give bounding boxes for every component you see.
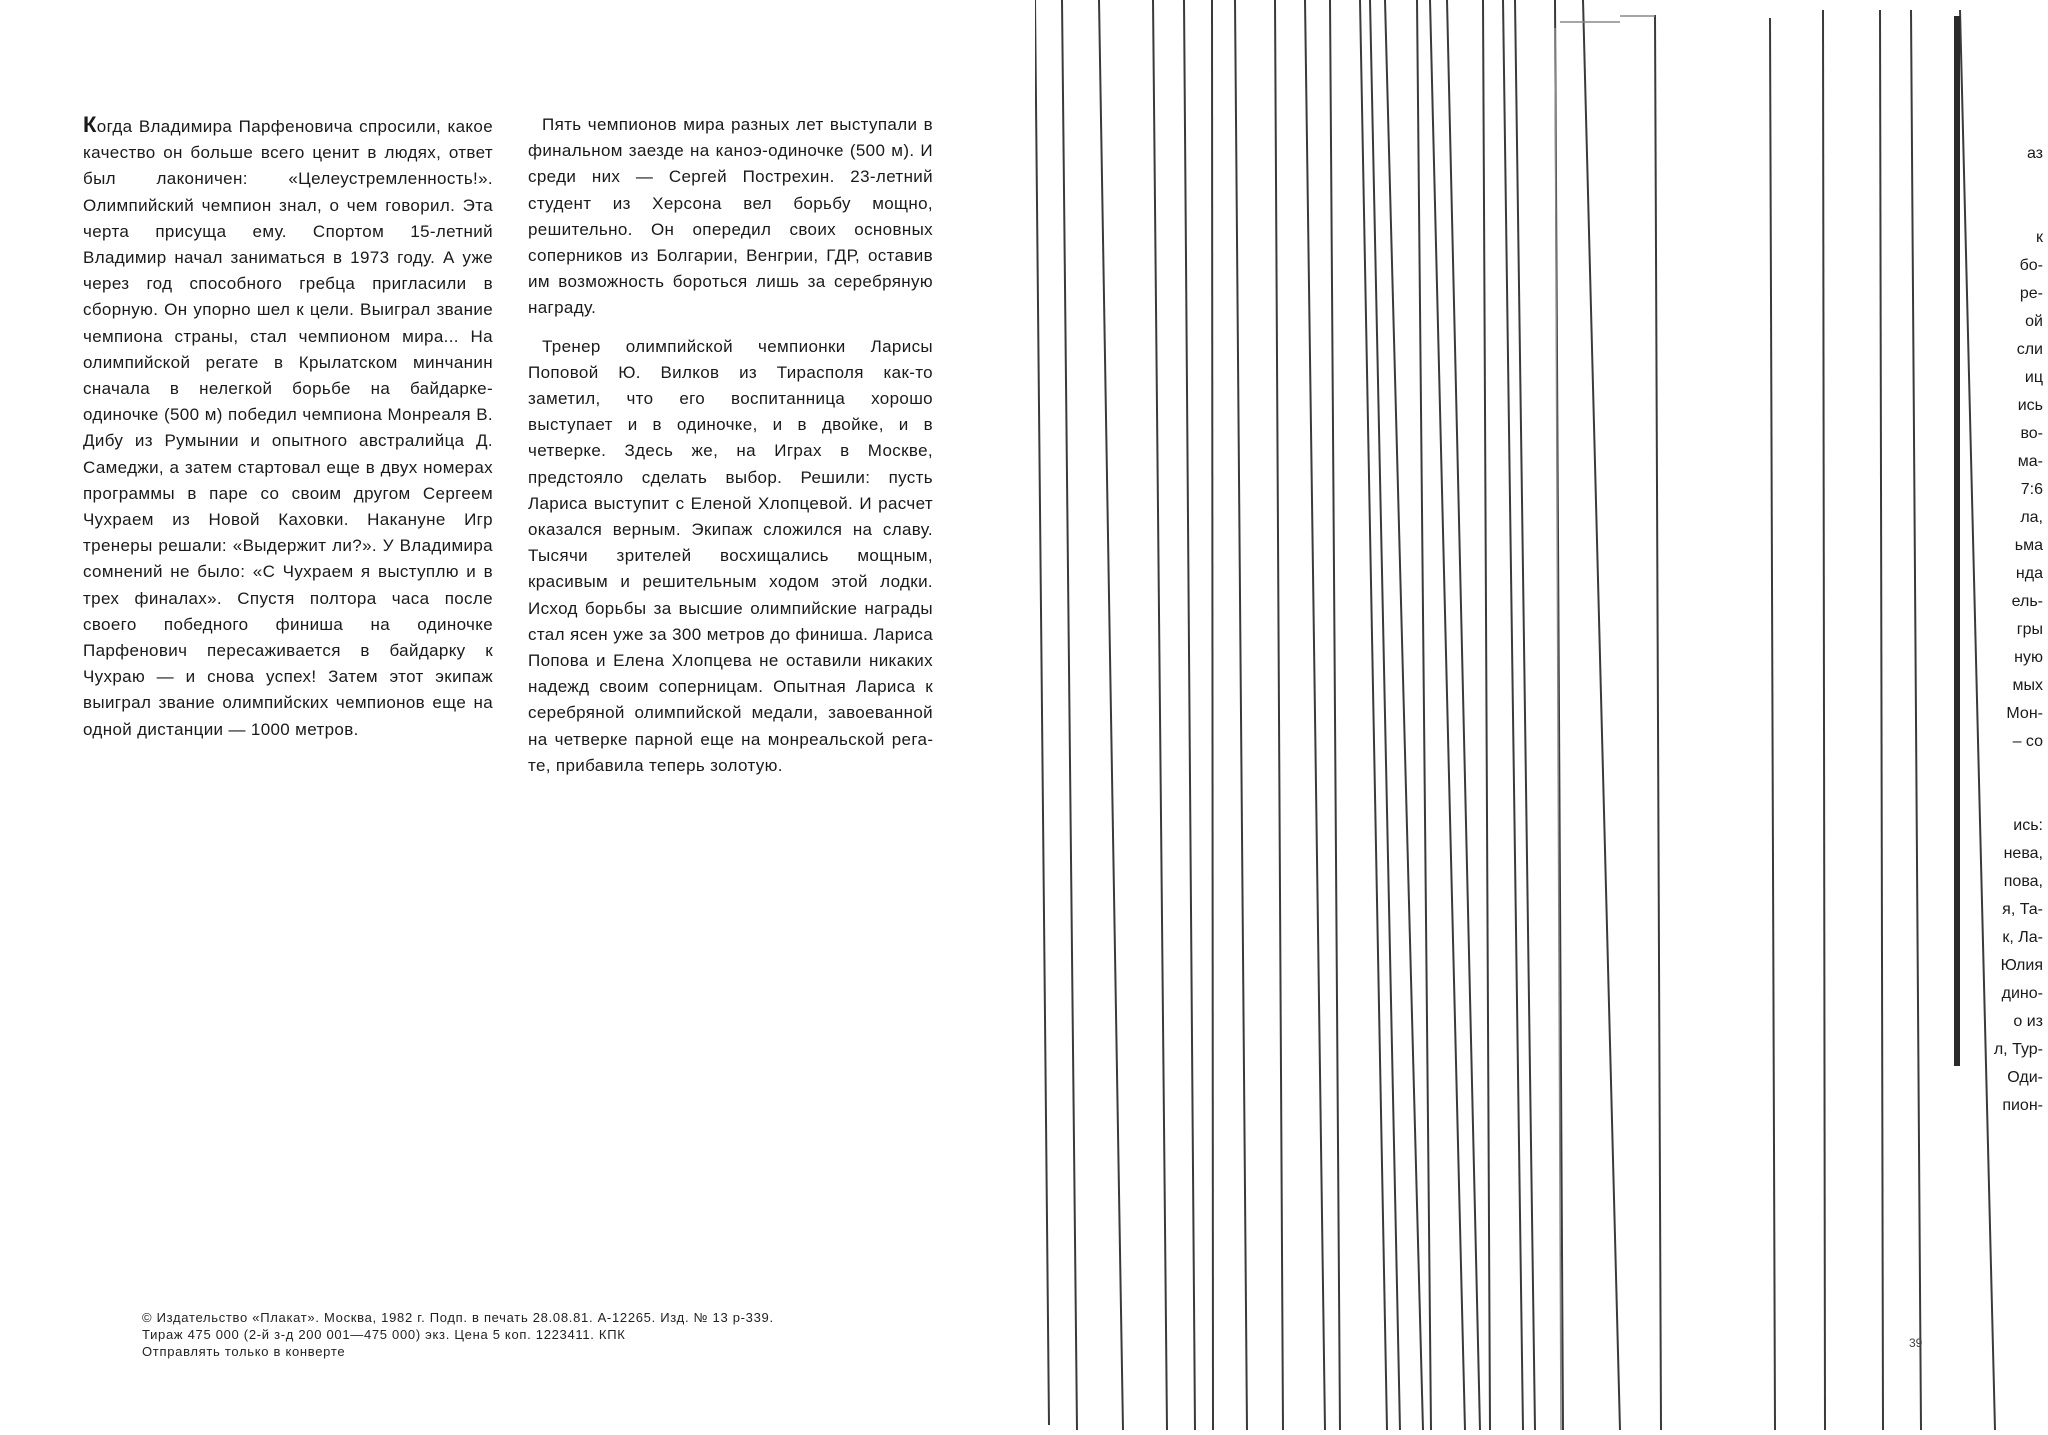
peek-line: я, Та- xyxy=(2002,901,2043,918)
peek-line: ма- xyxy=(2017,453,2043,470)
page-edge xyxy=(1275,0,1283,1430)
page-edge xyxy=(1655,15,1661,1430)
peek-line xyxy=(1905,168,2043,196)
paragraph: Тренер олимпийской чемпионки Ларисы Поповой Ю. Вилков из Тирасполя как-то заметил, что его воспитанница хорошо выступает и в одиночке, и в двойке, и в четверке. Здесь же, на Играх в Москве, предстояло сделать выбор. Решили: пусть Лариса выступит с Еленой Хлопцевой. И расчет оказался верным. Экипаж сложился на славу. Тысячи зрителей восхищались мощным, красивым и решительным ходом этой лодки. Исход борьбы за высшие олимпийские награды стал ясен уже за 300 метров до финиша. Лариса Попова и Елена Хлопцева не оставили никаких надежд своим соперницам. Опытная Лариса к серебряной олимпийской медали, завоеванной на четверке парной еще на монреальской регате, прибавила теперь золотую. xyxy=(528,336,933,775)
paragraph: Пять чемпионов мира разных лет выступали в финальном заезде на каноэ-одиночке (500 м). И среди них — Сергей Пострехин. 23-летний студент из Херсона вел борьбу мощно, решительно. Он опередил своих основных соперников из Болгарии, Венгрии, ГДР, оставив им возможность бороться лишь за серебряную награду. xyxy=(528,115,933,318)
page-edge xyxy=(1770,18,1775,1430)
peek-line: мых xyxy=(2012,677,2043,694)
peek-line: нда xyxy=(2015,565,2043,582)
stacked-page-edges xyxy=(1035,0,2048,1435)
peek-line: к xyxy=(2036,229,2043,246)
page-edge xyxy=(1430,0,1465,1430)
peek-line: нева, xyxy=(2003,845,2043,862)
imprint-line: © Издательство «Плакат». Москва, 1982 г. Подп. в печать 28.08.81. А-12265. Изд. № 13 р-339. xyxy=(142,1310,774,1325)
page-edge xyxy=(1385,0,1423,1430)
peek-line: к, Ла- xyxy=(2002,929,2043,946)
imprint-line: Отправлять только в конверте xyxy=(142,1344,346,1359)
text-column-1 xyxy=(83,112,493,755)
paragraph-text: огда Владимира Парфеновича спросили, какое качество он больше всего ценит в людях, ответ был лаконичен: «Целеустремленность!». Олимпийский чемпион знал, о чем говорил. Эта черта присуща ему. Спортом 15-летний Владимир начал заниматься в 1973 году. А уже через год способного гребца пригласили в сборную. Он упорно шел к цели. Выиграл звание чемпиона страны, стал чемпионом мира... На олимпийской регате в Крылатском минчанин сначала в нелегкой борьбе на байдарке-одиночке (500 м) победил чемпиона Монреаля В. Дибу из Румынии и опытного австралийца Д. Самеджи, а затем стартовал еще в двух номерах программы в паре со своим другом Сергеем Чухраем из Новой Каховки. Накануне Игр тренеры решали: «Выдержит ли?». У Владимира сомнений не было: «С Чухраем я выступлю и в трех финалах». Спустя полтора часа после своего победного финиша на одиночке Парфенович пересаживается в байдарку к Чухраю — и снова успех! Затем этот экипаж выиграл звание олимпийских чемпионов еще на одной дистанции — 1000 метров. xyxy=(83,117,493,739)
peek-line: ре- xyxy=(2019,285,2043,302)
page-edge xyxy=(1153,0,1167,1430)
peek-line: л, Тур- xyxy=(1993,1041,2043,1058)
peek-line: ись: xyxy=(2013,817,2043,834)
peek-line: о из xyxy=(2013,1013,2043,1030)
peek-line: Юлия xyxy=(2000,957,2043,974)
page-edge xyxy=(1330,0,1340,1430)
peek-line: во- xyxy=(2020,425,2043,442)
page-edge xyxy=(1483,0,1490,1430)
partial-text-column xyxy=(1905,140,2043,1114)
peek-line: гры xyxy=(2016,621,2043,638)
page-number: 39 xyxy=(1909,1336,1923,1350)
page-edge-lines xyxy=(1035,0,2048,1435)
page-edge xyxy=(1035,0,1049,1425)
page-edge xyxy=(1823,10,1825,1430)
peek-line: – со xyxy=(2012,733,2043,750)
peek-line: ную xyxy=(2014,649,2043,666)
page-edge xyxy=(1235,0,1247,1430)
page-edge xyxy=(1515,0,1535,1430)
peek-line: бо- xyxy=(2019,257,2043,274)
peek-line: ись xyxy=(2017,397,2043,414)
paragraph xyxy=(83,112,493,743)
peek-line: ой xyxy=(2025,313,2043,330)
text-column-2 xyxy=(528,112,933,791)
peek-line: иц xyxy=(2024,369,2043,386)
peek-line xyxy=(1905,784,2043,812)
peek-line: аз xyxy=(2026,145,2043,162)
page-edge xyxy=(1305,0,1325,1430)
page-edge xyxy=(1062,0,1077,1430)
page-edge xyxy=(1447,0,1480,1430)
peek-line: Мон- xyxy=(2006,705,2043,722)
peek-line: ель- xyxy=(2011,593,2043,610)
peek-line: 7:6 xyxy=(2020,481,2043,498)
peek-line xyxy=(1905,756,2043,784)
peek-line: ьма xyxy=(2014,537,2043,554)
peek-line: сли xyxy=(2016,341,2043,358)
peek-line: ла, xyxy=(2020,509,2043,526)
page-edge xyxy=(1555,28,1561,1430)
publisher-imprint xyxy=(142,1309,902,1360)
page-edge xyxy=(1880,10,1883,1430)
peek-line: Оди- xyxy=(2007,1069,2043,1086)
peek-line: пион- xyxy=(2002,1097,2043,1114)
page-edge xyxy=(1583,0,1620,1430)
page-edge xyxy=(1184,0,1195,1430)
drop-cap: К xyxy=(83,112,97,137)
page-edge xyxy=(1417,0,1431,1430)
imprint-line: Тираж 475 000 (2-й з-д 200 001—475 000) экз. Цена 5 коп. 1223411. КПК xyxy=(142,1327,626,1342)
page-edge xyxy=(1099,0,1123,1430)
peek-line: дино- xyxy=(2001,985,2043,1002)
peek-line xyxy=(1905,196,2043,224)
peek-line: пова, xyxy=(2003,873,2043,890)
page-edge xyxy=(1503,0,1523,1430)
page-edge xyxy=(1212,0,1213,1430)
